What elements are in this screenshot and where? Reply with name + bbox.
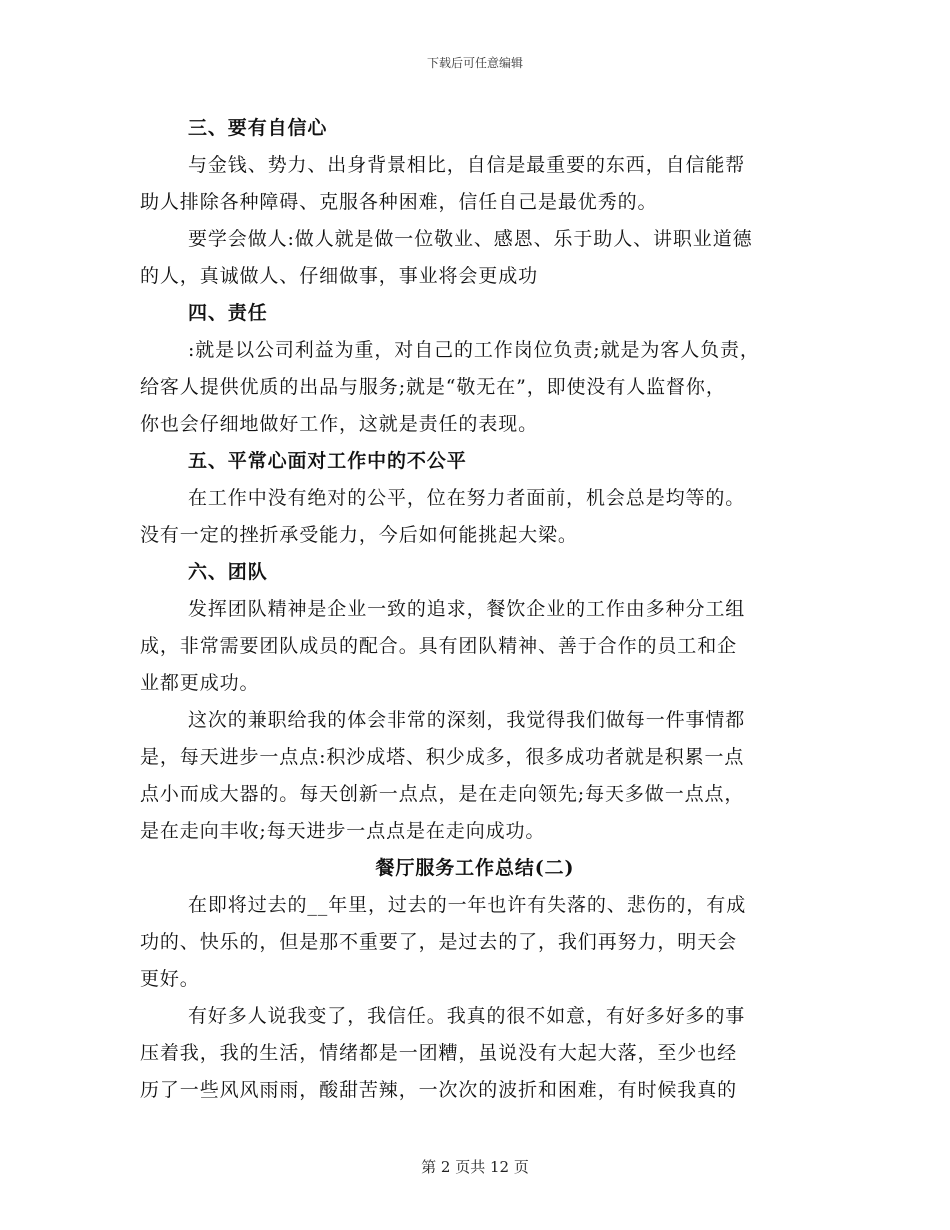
section-heading: 五、平常心面对工作中的不公平 xyxy=(188,450,467,472)
paragraph-line: 没有一定的挫折承受能力，今后如何能挑起大梁。 xyxy=(140,524,578,546)
page-header-note: 下载后可任意编辑 xyxy=(426,56,523,70)
paragraph-line: 业都更成功。 xyxy=(140,672,260,694)
paragraph-line: 更好。 xyxy=(140,968,200,990)
paragraph-line: 在工作中没有绝对的公平，位在努力者面前，机会总是均等的。 xyxy=(188,487,746,509)
paragraph-line: 的人，真诚做人、仔细做事，事业将会更成功 xyxy=(140,265,539,287)
paragraph-line: 要学会做人:做人就是做一位敬业、感恩、乐于助人、讲职业道德 xyxy=(188,228,753,250)
paragraph-line: 助人排除各种障碍、克服各种困难，信任自己是最优秀的。 xyxy=(140,191,658,213)
paragraph-line: 是，每天进步一点点:积沙成塔、积少成多，很多成功者就是积累一点 xyxy=(140,746,745,768)
paragraph-line: 在即将过去的__年里，过去的一年也许有失落的、悲伤的，有成 xyxy=(188,894,747,916)
paragraph-line: 点小而成大器的。每天创新一点点，是在走向领先;每天多做一点点， xyxy=(140,783,745,805)
paragraph-line: 与金钱、势力、出身背景相比，自信是最重要的东西，自信能帮 xyxy=(188,154,746,176)
paragraph-line: 压着我，我的生活，情绪都是一团糟，虽说没有大起大落，至少也经 xyxy=(140,1042,738,1064)
page-number: 第 2 页共 12 页 xyxy=(421,1158,529,1176)
document-title: 餐厅服务工作总结(二) xyxy=(375,857,575,879)
section-heading: 三、要有自信心 xyxy=(188,117,328,139)
paragraph-line: :就是以公司利益为重，对自己的工作岗位负责;就是为客人负责， xyxy=(188,339,760,361)
paragraph-line: 发挥团队精神是企业一致的追求，餐饮企业的工作由多种分工组 xyxy=(188,598,746,620)
paragraph-line: 历了一些风风雨雨，酸甜苦辣，一次次的波折和困难，有时候我真的 xyxy=(140,1079,738,1101)
paragraph-line: 成，非常需要团队成员的配合。具有团队精神、善于合作的员工和企 xyxy=(140,635,738,657)
paragraph-line: 这次的兼职给我的体会非常的深刻，我觉得我们做每一件事情都 xyxy=(188,709,746,731)
paragraph-line: 你也会仔细地做好工作，这就是责任的表现。 xyxy=(140,413,539,435)
paragraph-line: 有好多人说我变了，我信任。我真的很不如意，有好多好多的事 xyxy=(188,1005,746,1027)
paragraph-line: 给客人提供优质的出品与服务;就是“敬无在”，即使没有人监督你， xyxy=(140,376,726,398)
paragraph-line: 功的、快乐的，但是那不重要了，是过去的了，我们再努力，明天会 xyxy=(140,931,738,953)
paragraph-line: 是在走向丰收;每天进步一点点是在走向成功。 xyxy=(140,820,546,842)
section-heading: 六、团队 xyxy=(188,561,268,583)
section-heading: 四、责任 xyxy=(188,302,268,324)
document-body xyxy=(140,110,810,1109)
